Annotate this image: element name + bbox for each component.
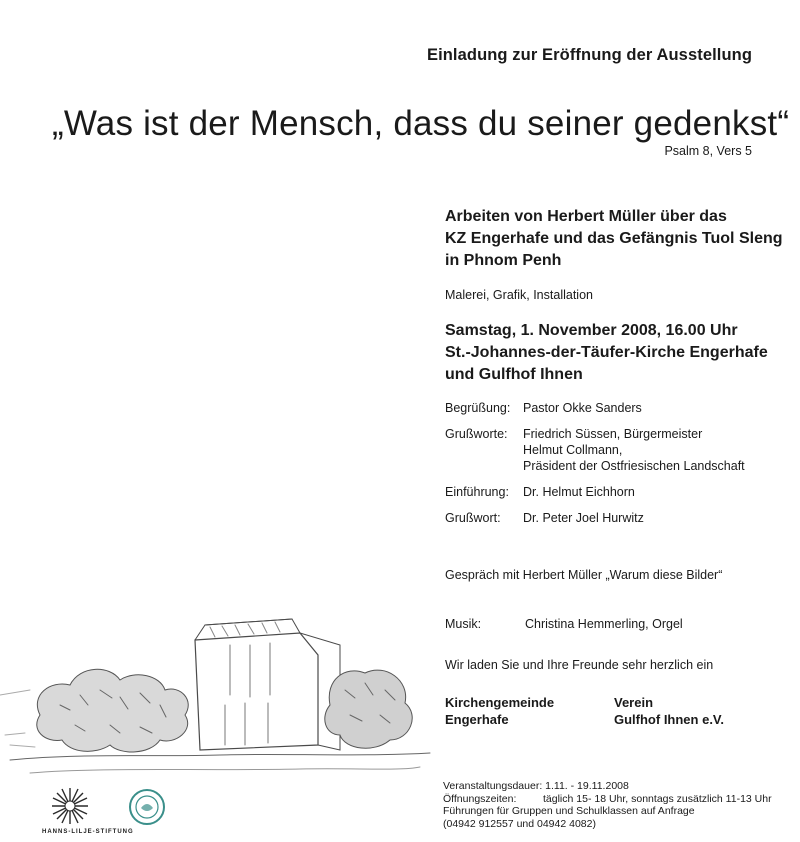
quote-source: Psalm 8, Vers 5: [664, 144, 752, 158]
works-line: KZ Engerhafe und das Gefängnis Tuol Sleng: [445, 230, 783, 247]
phone-numbers: (04942 912557 und 04942 4082): [443, 817, 596, 830]
program-value: Dr. Helmut Eichhorn: [523, 485, 635, 499]
artist-talk: Gespräch mit Herbert Müller „Warum diese Bilder“: [445, 568, 723, 582]
media-types: Malerei, Grafik, Installation: [445, 288, 593, 302]
program-label: Einführung:: [445, 485, 509, 499]
host-line: Engerhafe: [445, 712, 509, 727]
event-date: Samstag, 1. November 2008, 16.00 Uhr: [445, 322, 738, 339]
program-item: [445, 400, 745, 416]
hours-label: Öffnungszeiten:: [443, 792, 517, 805]
host-church: [445, 694, 554, 728]
invite-text: Wir laden Sie und Ihre Freunde sehr herzlich ein: [445, 658, 714, 672]
hours-value: täglich 15- 18 Uhr, sonntags zusätzlich 11-13 Uhr: [543, 792, 772, 805]
music-label: Musik:: [445, 617, 482, 631]
opening-hours: [443, 793, 772, 806]
duration: Veranstaltungsdauer: 1.11. - 19.11.2008: [443, 780, 629, 792]
program-item: [445, 484, 745, 500]
hanns-lilje-logo-icon: [50, 786, 90, 826]
event-venue-2: und Gulfhof Ihnen: [445, 366, 583, 383]
host-association: [614, 694, 724, 728]
works-line: Arbeiten von Herbert Müller über das: [445, 208, 727, 225]
music-row: [445, 617, 683, 631]
works-description: [445, 206, 783, 272]
program-value: Helmut Collmann,: [523, 443, 623, 457]
exhibition-title: „Was ist der Mensch, dass du seiner gedenkst“: [52, 104, 790, 143]
event-venue: St.-Johannes-der-Täufer-Kirche Engerhafe: [445, 344, 768, 361]
event-details: [445, 320, 768, 386]
program-label: Grußwort:: [445, 511, 501, 525]
church-sketch-illustration: [0, 585, 440, 785]
program-item: [445, 510, 745, 526]
tours-info: Führungen für Gruppen und Schulklassen auf Anfrage: [443, 805, 695, 817]
program-value: Friedrich Süssen, Bürgermeister: [523, 427, 703, 441]
works-line: in Phnom Penh: [445, 252, 562, 269]
program-value: Präsident der Ostfriesischen Landschaft: [523, 459, 745, 473]
invitation-heading: Einladung zur Eröffnung der Ausstellung: [426, 46, 752, 64]
program-item: [445, 426, 745, 474]
music-value: Christina Hemmerling, Orgel: [525, 617, 683, 631]
host-line: Verein: [614, 695, 654, 710]
program-value: Dr. Peter Joel Hurwitz: [523, 511, 644, 525]
program-list: [445, 400, 745, 536]
host-line: Kirchengemeinde: [445, 695, 555, 710]
program-label: Begrüßung:: [445, 401, 511, 415]
landschaft-seal-icon: [128, 788, 166, 826]
program-value: Pastor Okke Sanders: [523, 401, 642, 415]
host-line: Gulfhof Ihnen e.V.: [614, 712, 725, 727]
foundation-name: HANNS-LILJE-STIFTUNG: [42, 829, 134, 835]
footer-info: [443, 780, 772, 830]
program-label: Grußworte:: [445, 427, 508, 441]
